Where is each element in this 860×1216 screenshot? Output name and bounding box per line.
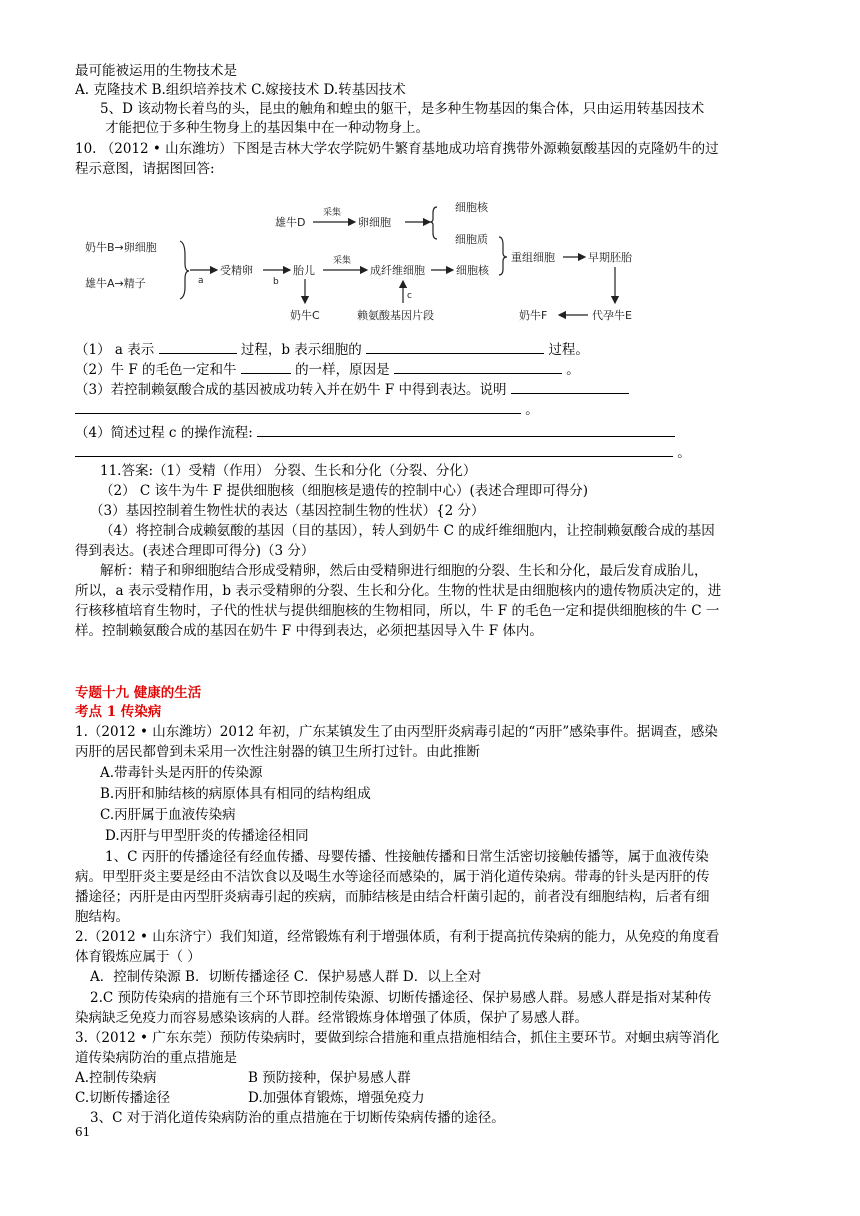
diagram-collect-2: 采集 bbox=[323, 208, 342, 218]
diagram-fibroblast: 成纤维细胞 bbox=[370, 264, 425, 277]
question-3: 3.（2012 • 广东东莞）预防传染病时，要做到综合措施和重点措施相结合，抓住主要环节。对蛔虫病等消化 bbox=[75, 1030, 720, 1046]
diagram-label-b: b bbox=[273, 277, 279, 287]
text-line: 5、D 该动物长着鸟的头，昆虫的触角和蝗虫的躯干，是多种生物基因的集合体，只由运用转基因技术 bbox=[100, 101, 705, 117]
question-10-3 bbox=[75, 379, 790, 400]
diagram-cytoplasm: 细胞质 bbox=[455, 233, 488, 246]
q2-mid: 的一样，原因是 bbox=[295, 362, 390, 378]
question-10: 10. （2012 • 山东潍坊）下图是吉林大学农学院奶牛繁育基地成功培育携带外源赖氨酸基因的克隆奶牛的过 bbox=[75, 141, 719, 157]
q1-end: 过程。 bbox=[548, 342, 589, 358]
q2-blank-a[interactable] bbox=[241, 359, 291, 374]
question-10-3-cont bbox=[75, 399, 790, 420]
diagram-cow-f: 奶牛F bbox=[519, 309, 548, 322]
explanation-line: 行核移植培育生物时，子代的性状与提供细胞核的生物相同，所以，牛 F 的毛色一定和提供细胞核的牛 C 一 bbox=[75, 603, 720, 619]
solution-line: 3、C 对于消化道传染病防治的重点措施在于切断传染病传播的途径。 bbox=[90, 1110, 505, 1126]
question-10-2 bbox=[75, 359, 790, 380]
option-c: C.切断传播途径 bbox=[75, 1090, 171, 1106]
question-10-4 bbox=[75, 422, 790, 443]
question-2: 2.（2012 • 山东济宁）我们知道，经常锻炼有利于增强体质，有利于提高抗传染病的能力，从免疫的角度看 bbox=[75, 929, 720, 945]
q4-blank-a[interactable] bbox=[257, 422, 675, 437]
solution-line: 胞结构。 bbox=[75, 909, 129, 925]
q1-label: （1） a 表示 bbox=[75, 342, 155, 358]
cloning-process-diagram bbox=[85, 195, 705, 330]
explanation-line: 所以，a 表示受精作用，b 表示受精卵的分裂、生长和分化。生物的性状是由细胞核内的遗传物质决定的，进 bbox=[75, 583, 722, 599]
solution-line: 1、C 丙肝的传播途径有经血传播、母婴传播、性接触传播和日常生活密切接触传播等，属于血液传染 bbox=[105, 849, 709, 865]
text-line: 程示意图，请据图回答: bbox=[75, 161, 215, 177]
q1-blank-a[interactable] bbox=[159, 339, 237, 354]
answer-line: 11.答案:（1）受精（作用） 分裂、生长和分化（分裂、分化） bbox=[100, 463, 477, 479]
q3-label: （3）若控制赖氨酸合成的基因被成功转入并在奶牛 F 中得到表达。说明 bbox=[75, 382, 507, 398]
q3-blank-b[interactable] bbox=[75, 399, 521, 414]
diagram-early-embryo: 早期胚胎 bbox=[588, 251, 632, 264]
answer-line: 得到表达。(表述合理即可得分)（3 分） bbox=[75, 543, 315, 559]
diagram-cell-nucleus-1: 细胞核 bbox=[455, 201, 488, 214]
q4-blank-b[interactable] bbox=[75, 442, 673, 457]
option-d: D.丙肝与甲型肝炎的传播途径相同 bbox=[105, 828, 309, 844]
solution-line: 病。甲型肝炎主要是经由不洁饮食以及喝生水等途径而感染的，属于消化道传染病。带毒的针头是丙肝的传 bbox=[75, 869, 710, 885]
diagram-collect-1: 采集 bbox=[333, 256, 352, 266]
q1-mid: 过程，b 表示细胞的 bbox=[240, 342, 362, 358]
question-10-1 bbox=[75, 339, 790, 360]
q1-blank-b[interactable] bbox=[366, 339, 544, 354]
question-1: 1.（2012 • 山东潍坊）2012 年初，广东某镇发生了由丙型肝炎病毒引起的“丙肝”感染事件。据调查，感染 bbox=[75, 724, 718, 740]
text-line: A. 克隆技术 B.组织培养技术 C.嫁接技术 D.转基因技术 bbox=[75, 82, 406, 98]
diagram-cow-b-egg: 奶牛B→卵细胞 bbox=[85, 241, 157, 254]
option-b: B 预防接种，保护易感人群 bbox=[248, 1070, 411, 1086]
text-line: 道传染病防治的重点措施是 bbox=[75, 1050, 237, 1066]
option-d: D.加强体育锻炼，增强免疫力 bbox=[248, 1090, 425, 1106]
answer-line: （4）将控制合成赖氨酸的基因（目的基因），转人到奶牛 C 的成纤维细胞内，让控制赖氨酸合成的基因 bbox=[100, 523, 715, 539]
diagram-fetus: 胎儿 bbox=[293, 264, 315, 277]
option-a: A.带毒针头是丙肝的传染源 bbox=[100, 765, 263, 781]
answer-line: （3）基因控制着生物性状的表达（基因控制生物的性状）{2 分） bbox=[90, 503, 485, 519]
q4-label: （4）简述过程 c 的操作流程: bbox=[75, 425, 253, 441]
q2-blank-b[interactable] bbox=[394, 359, 562, 374]
diagram-fertilized-egg: 受精卵 bbox=[220, 264, 253, 277]
page-number: 61 bbox=[75, 1125, 91, 1139]
solution-line: 染病缺乏免疫力而容易感染该病的人群。经常锻炼身体增强了体质，保护了易感人群。 bbox=[75, 1010, 588, 1026]
diagram-cow-c: 奶牛C bbox=[290, 309, 320, 322]
answer-line: （2） C 该牛为牛 F 提供细胞核（细胞核是遗传的控制中心）(表述合理即可得分) bbox=[100, 483, 588, 499]
text-line: 最可能被运用的生物技术是 bbox=[75, 63, 237, 79]
options-line: A．控制传染源 B．切断传播途径 C．保护易感人群 D．以上全对 bbox=[90, 969, 482, 985]
q4-end: 。 bbox=[677, 445, 691, 461]
text-line: 丙肝的居民都曾到未采用一次性注射器的镇卫生所打过针。由此推断 bbox=[75, 744, 480, 760]
q2-label: （2）牛 F 的毛色一定和牛 bbox=[75, 362, 237, 378]
topic-heading: 专题十九 健康的生活 bbox=[75, 685, 202, 701]
point-heading: 考点 1 传染病 bbox=[75, 704, 162, 720]
diagram-cell-nucleus-2: 细胞核 bbox=[456, 264, 489, 277]
diagram-oocyte: 卵细胞 bbox=[358, 216, 391, 229]
explanation-line: 样。控制赖氨酸合成的基因在奶牛 F 中得到表达，必须把基因导入牛 F 体内。 bbox=[75, 623, 543, 639]
diagram-bull-a-sperm: 雄牛A→精子 bbox=[85, 277, 146, 290]
option-a: A.控制传染病 bbox=[75, 1070, 157, 1086]
q2-end: 。 bbox=[566, 362, 580, 378]
diagram-lysine-gene: 赖氨酸基因片段 bbox=[357, 309, 434, 322]
text-line: 体育锻炼应属于（ ） bbox=[75, 949, 201, 965]
solution-line: 2.C 预防传染病的措施有三个环节即控制传染源、切断传播途径、保护易感人群。易感人群是指对某种传 bbox=[90, 990, 712, 1006]
q3-blank-a[interactable] bbox=[511, 379, 629, 394]
option-b: B.丙肝和肺结核的病原体具有相同的结构组成 bbox=[100, 786, 371, 802]
diagram-label-c: c bbox=[407, 291, 412, 301]
question-10-4-cont bbox=[75, 442, 790, 463]
text-line: 才能把位于多种生物身上的基因集中在一种动物身上。 bbox=[105, 120, 429, 136]
explanation-line: 解析：精子和卵细胞结合形成受精卵，然后由受精卵进行细胞的分裂、生长和分化，最后发育成胎儿， bbox=[100, 563, 708, 579]
diagram-bull-d: 雄牛D bbox=[275, 216, 306, 229]
solution-line: 播途径；丙肝是由丙型肝炎病毒引起的疾病，而肺结核是由结合杆菌引起的，前者没有细胞结构，后者有细 bbox=[75, 889, 710, 905]
diagram-label-a: a bbox=[198, 276, 204, 286]
diagram-recombinant-cell: 重组细胞 bbox=[511, 251, 555, 264]
q3-end: 。 bbox=[525, 402, 539, 418]
diagram-surrogate-e: 代孕牛E bbox=[592, 309, 632, 322]
option-c: C.丙肝属于血液传染病 bbox=[100, 807, 236, 823]
